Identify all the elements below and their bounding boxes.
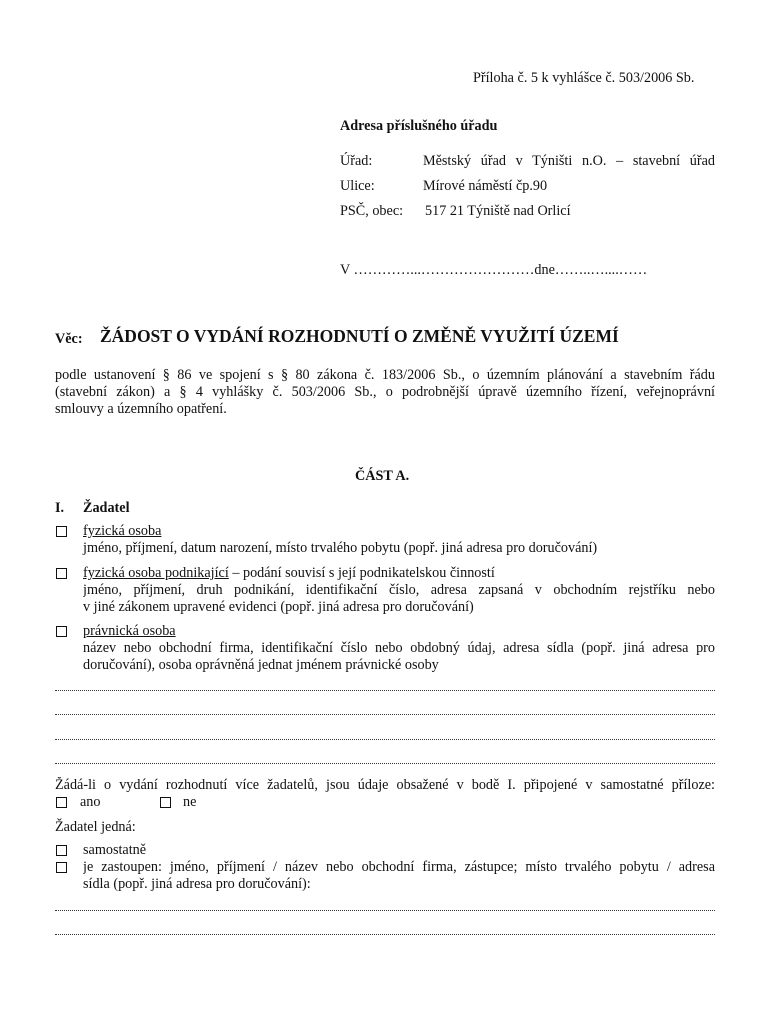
street-value: Mírové náměstí čp.90 <box>423 178 548 194</box>
multi-applicants-question: Žádá-li o vydání rozhodnutí více žadatelů, jsou údaje obsažené v bodě I. připojené v samostatné příloze: <box>55 777 715 793</box>
street-label: Ulice: <box>340 178 375 194</box>
fill-in-line[interactable] <box>55 737 715 740</box>
no-label: ne <box>183 794 197 810</box>
section-title: Žadatel <box>83 500 130 516</box>
checkbox-natural-person[interactable] <box>56 526 67 537</box>
document-title: ŽÁDOST O VYDÁNÍ ROZHODNUTÍ O ZMĚNĚ VYUŽITÍ ÚZEMÍ <box>100 326 619 346</box>
fill-in-line[interactable] <box>55 688 715 691</box>
checkbox-independently[interactable] <box>56 845 67 856</box>
acts-option-label: sídla (popř. jiná adresa pro doručování): <box>83 876 311 892</box>
applicant-type-title: právnická osoba <box>83 623 176 639</box>
legal-basis-line: podle ustanovení § 86 ve spojení s § 80 zákona č. 183/2006 Sb., o územním plánování a stavebním řádu <box>55 367 715 383</box>
postcode-label: PSČ, obec: <box>340 203 404 219</box>
applicant-type-description: doručování), osoba oprávněná jednat jménem právnické osoby <box>83 657 439 673</box>
applicant-type-title: fyzická osoba <box>83 523 162 539</box>
fill-in-line[interactable] <box>55 761 715 764</box>
part-heading: ČÁST A. <box>355 468 410 484</box>
office-heading: Adresa příslušného úřadu <box>340 118 498 134</box>
checkbox-legal-entity[interactable] <box>56 626 67 637</box>
legal-basis-line: (stavební zákon) a § 4 vyhlášky č. 503/2006 Sb., o podrobnější úpravě územního řízení, veřejnoprávní <box>55 384 715 400</box>
fill-in-line[interactable] <box>55 908 715 911</box>
place-date-field[interactable]: V …………...……………………dne……..…....…… <box>340 262 648 278</box>
office-label: Úřad: <box>340 153 373 169</box>
subject-label: Věc: <box>55 331 83 347</box>
acts-label: Žadatel jedná: <box>55 819 136 835</box>
applicant-type-description: jméno, příjmení, druh podnikání, identifikační číslo, adresa zapsaná v obchodním rejstříku nebo <box>83 582 715 598</box>
applicant-type-title: fyzická osoba podnikající – podání souvisí s její podnikatelskou činností <box>83 565 495 581</box>
applicant-type-description: v jiné zákonem upravené evidenci (popř. jiná adresa pro doručování) <box>83 599 474 615</box>
checkbox-no[interactable] <box>160 797 171 808</box>
yes-label: ano <box>80 794 101 810</box>
postcode-value: 517 21 Týniště nad Orlicí <box>425 203 571 219</box>
fill-in-line[interactable] <box>55 932 715 935</box>
checkbox-entrepreneur[interactable] <box>56 568 67 579</box>
legal-basis-line: smlouvy a územního opatření. <box>55 401 227 417</box>
acts-option-label: samostatně <box>83 842 147 858</box>
office-value: Městský úřad v Týništi n.O. – stavební úřad <box>423 153 715 169</box>
applicant-type-description: název nebo obchodní firma, identifikační číslo nebo obdobný údaj, adresa sídla (popř. jiná adresa pro <box>83 640 715 656</box>
applicant-type-description: jméno, příjmení, datum narození, místo trvalého pobytu (popř. jiná adresa pro doručování) <box>83 540 598 556</box>
checkbox-yes[interactable] <box>56 797 67 808</box>
acts-option-label: je zastoupen: jméno, příjmení / název nebo obchodní firma, zástupce; místo trvalého pobytu / adresa <box>83 859 715 875</box>
annex-reference: Příloha č. 5 k vyhlášce č. 503/2006 Sb. <box>473 70 695 86</box>
fill-in-line[interactable] <box>55 712 715 715</box>
checkbox-represented[interactable] <box>56 862 67 873</box>
section-number: I. <box>55 500 65 516</box>
